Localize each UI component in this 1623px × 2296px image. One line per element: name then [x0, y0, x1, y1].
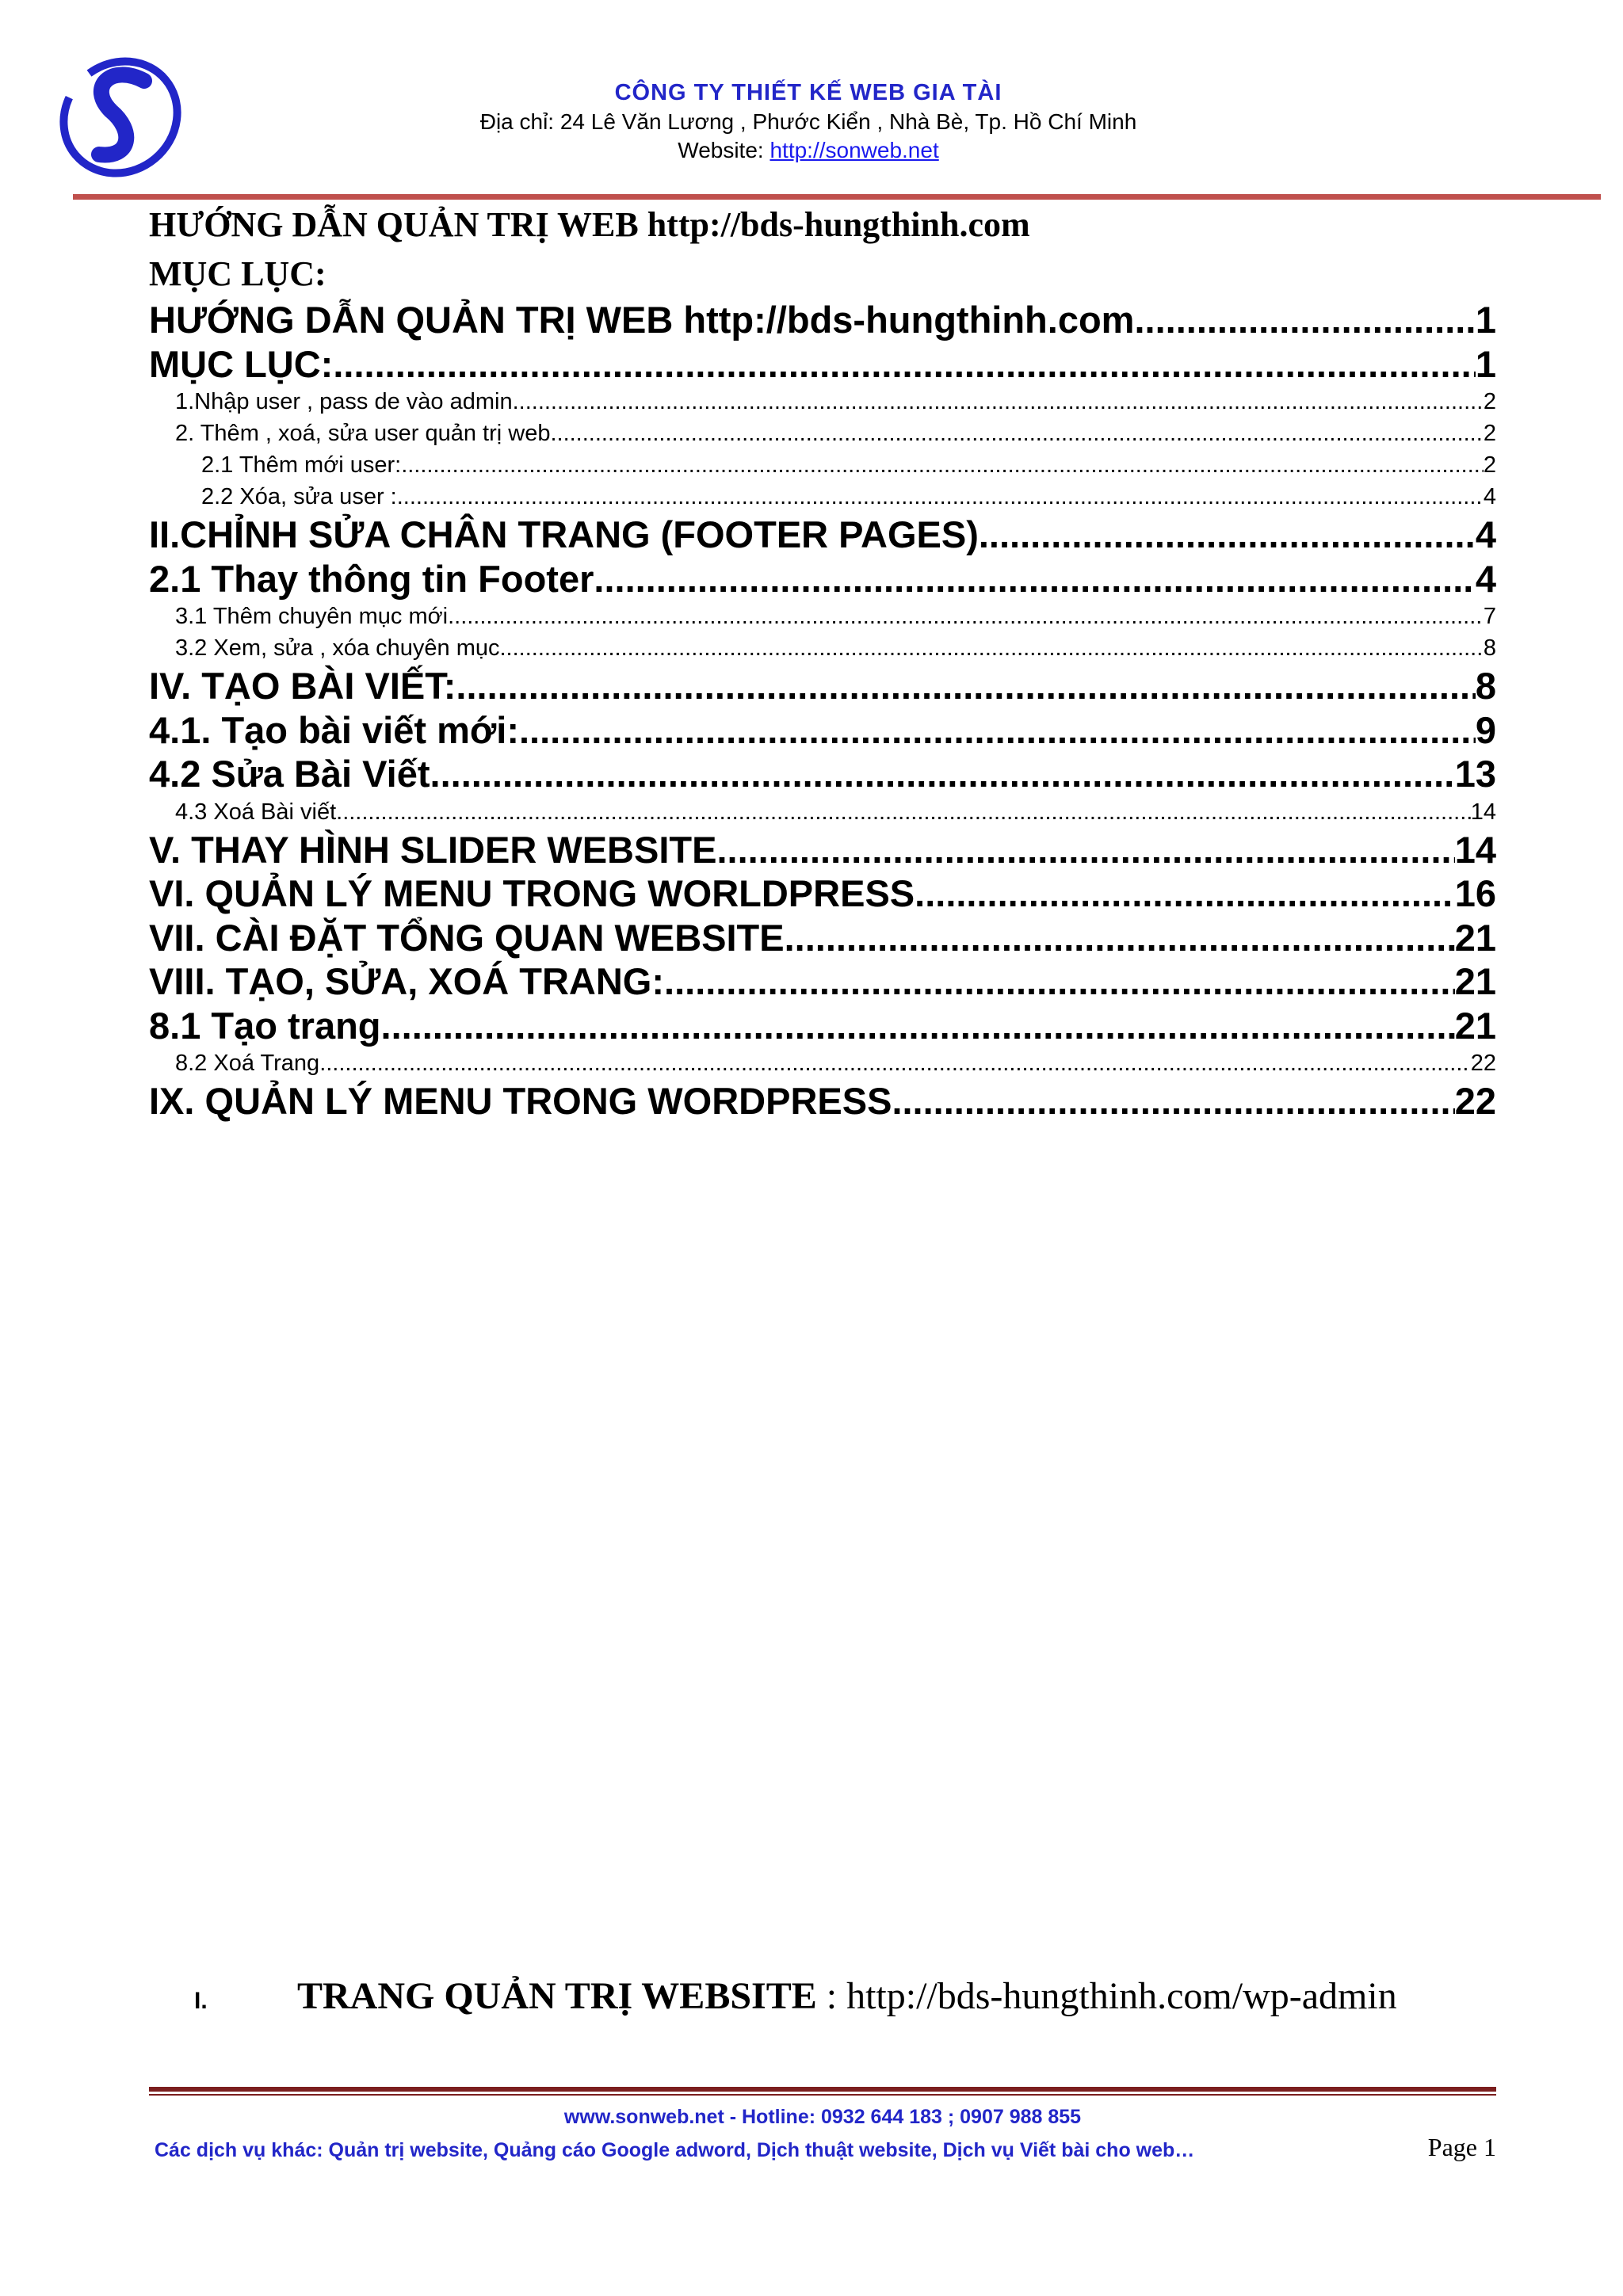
table-of-contents [149, 298, 1496, 1123]
toc-entry-title: IX. QUẢN LÝ MENU TRONG WORDPRESS [149, 1080, 892, 1122]
toc-entry-title: VII. CÀI ĐẶT TỔNG QUAN WEBSITE [149, 916, 785, 959]
toc-entry-title: 8.1 Tạo trang [149, 1004, 381, 1047]
toc-page-number: 22 [1470, 1051, 1496, 1076]
toc-leader-dots [519, 708, 1476, 753]
toc-page-number: 8 [1483, 635, 1496, 661]
toc-page-number: 8 [1475, 665, 1496, 707]
toc-page-number: 2 [1483, 452, 1496, 478]
toc-entry[interactable] [149, 664, 1496, 708]
toc-entry-title: 4.2 Sửa Bài Viết [149, 753, 430, 795]
toc-entry[interactable] [149, 959, 1496, 1004]
toc-entry[interactable] [149, 828, 1496, 872]
toc-page-number: 4 [1483, 484, 1496, 509]
footer-divider [149, 2087, 1496, 2092]
section-title: TRANG QUẢN TRỊ WEBSITE [297, 1975, 817, 2017]
company-website [206, 136, 1411, 165]
toc-leader-dots [319, 1047, 1471, 1079]
toc-leader-dots [915, 871, 1455, 916]
footer-divider-thin [149, 2094, 1496, 2096]
toc-entry[interactable] [149, 752, 1496, 796]
document-title: HƯỚNG DẪN QUẢN TRỊ WEB http://bds-hungthinh.com [149, 205, 1030, 244]
toc-entry[interactable] [149, 632, 1496, 664]
toc-leader-dots [594, 557, 1475, 601]
toc-page-number: 1 [1475, 299, 1496, 341]
company-name: CÔNG TY THIẾT KẾ WEB GIA TÀI [614, 80, 1002, 105]
toc-page-number: 4 [1475, 557, 1496, 600]
toc-entry-title: II.CHỈNH SỬA CHÂN TRANG (FOOTER PAGES) [149, 513, 979, 555]
toc-entry[interactable] [149, 1047, 1496, 1079]
toc-page-number: 1 [1475, 342, 1496, 385]
toc-entry-title: IV. TẠO BÀI VIẾT: [149, 665, 456, 707]
toc-entry[interactable] [149, 708, 1496, 753]
toc-leader-dots [397, 481, 1484, 513]
toc-leader-dots [716, 828, 1454, 872]
toc-page-number: 2 [1483, 421, 1496, 446]
toc-leader-dots [430, 752, 1455, 796]
toc-entry[interactable] [149, 298, 1496, 342]
website-link[interactable]: http://sonweb.net [769, 138, 939, 162]
toc-leader-dots [892, 1079, 1454, 1123]
toc-page-number: 16 [1454, 872, 1496, 914]
toc-entry[interactable] [149, 601, 1496, 632]
toc-page-number: 13 [1454, 753, 1496, 795]
toc-entry-title: 3.2 Xem, sửa , xóa chuyên mục [175, 635, 500, 661]
toc-page-number: 21 [1454, 916, 1496, 959]
toc-entry-title: 2.1 Thay thông tin Footer [149, 557, 594, 600]
website-label: Website: [678, 138, 770, 162]
toc-entry-title: 4.3 Xoá Bài viết [175, 799, 337, 825]
toc-leader-dots [381, 1004, 1455, 1048]
toc-page-number: 9 [1475, 708, 1496, 751]
toc-entry-title: MỤC LỤC: [149, 342, 334, 385]
toc-entry-title: VI. QUẢN LÝ MENU TRONG WORLDPRESS [149, 872, 915, 914]
section-number: I. [194, 1988, 208, 2014]
header-divider [73, 194, 1601, 200]
footer-contact: www.sonweb.net - Hotline: 0932 644 183 ; 0907 988 855 [563, 2106, 1082, 2128]
toc-entry-title: 4.1. Tạo bài viết mới: [149, 708, 519, 751]
toc-entry[interactable] [149, 796, 1496, 828]
toc-page-number: 21 [1454, 960, 1496, 1002]
toc-entry[interactable] [149, 342, 1496, 387]
toc-leader-dots [513, 386, 1484, 418]
toc-heading: MỤC LỤC: [149, 254, 327, 293]
toc-entry[interactable] [149, 1079, 1496, 1123]
toc-entry-title: 3.1 Thêm chuyên mục mới [175, 604, 449, 629]
page-number: Page 1 [1427, 2133, 1496, 2161]
toc-page-number: 14 [1470, 799, 1496, 825]
toc-page-number: 14 [1454, 828, 1496, 871]
company-address: Địa chỉ: 24 Lê Văn Lương , Phước Kiển , Nhà Bè, Tp. Hồ Chí Minh [479, 109, 1137, 134]
toc-entry[interactable] [149, 871, 1496, 916]
toc-entry[interactable] [149, 386, 1496, 418]
toc-page-number: 7 [1483, 604, 1496, 629]
toc-entry-title: HƯỚNG DẪN QUẢN TRỊ WEB http://bds-hungthinh.com [149, 299, 1135, 341]
toc-page-number: 4 [1475, 513, 1496, 555]
toc-entry[interactable] [149, 418, 1496, 449]
toc-entry[interactable] [149, 481, 1496, 513]
toc-leader-dots [785, 916, 1455, 960]
toc-entry-title: 1.Nhập user , pass de vào admin [175, 389, 513, 414]
toc-leader-dots [550, 418, 1483, 449]
letterhead [206, 78, 1411, 165]
toc-leader-dots [336, 796, 1471, 828]
toc-leader-dots [979, 513, 1476, 557]
toc-entry-title: 8.2 Xoá Trang [175, 1051, 320, 1076]
toc-entry[interactable] [149, 916, 1496, 960]
toc-entry-title: 2.2 Xóa, sửa user : [201, 484, 397, 509]
toc-entry[interactable] [149, 1004, 1496, 1048]
toc-entry-title: 2. Thêm , xoá, sửa user quản trị web [175, 421, 551, 446]
toc-entry-title: 2.1 Thêm mới user: [201, 452, 402, 478]
section-url: : http://bds-hungthinh.com/wp-admin [816, 1975, 1397, 2017]
toc-leader-dots [1134, 298, 1475, 342]
toc-leader-dots [401, 449, 1484, 481]
toc-leader-dots [448, 601, 1484, 632]
toc-entry[interactable] [149, 557, 1496, 601]
section-heading [194, 1973, 1541, 2025]
footer-services: Các dịch vụ khác: Quản trị website, Quảng cáo Google adword, Dịch thuật website, Dịch vụ Viết bài cho web… [155, 2139, 1195, 2161]
sonweb-s-logo-icon [55, 55, 186, 178]
toc-page-number: 22 [1454, 1080, 1496, 1122]
toc-entry-title: V. THAY HÌNH SLIDER WEBSITE [149, 828, 717, 871]
toc-leader-dots [456, 664, 1475, 708]
toc-leader-dots [500, 632, 1484, 664]
toc-entry[interactable] [149, 449, 1496, 481]
toc-leader-dots [333, 342, 1476, 387]
toc-page-number: 21 [1454, 1004, 1496, 1047]
toc-entry[interactable] [149, 513, 1496, 557]
toc-page-number: 2 [1483, 389, 1496, 414]
toc-entry-title: VIII. TẠO, SỬA, XOÁ TRANG: [149, 960, 665, 1002]
toc-leader-dots [664, 959, 1455, 1004]
